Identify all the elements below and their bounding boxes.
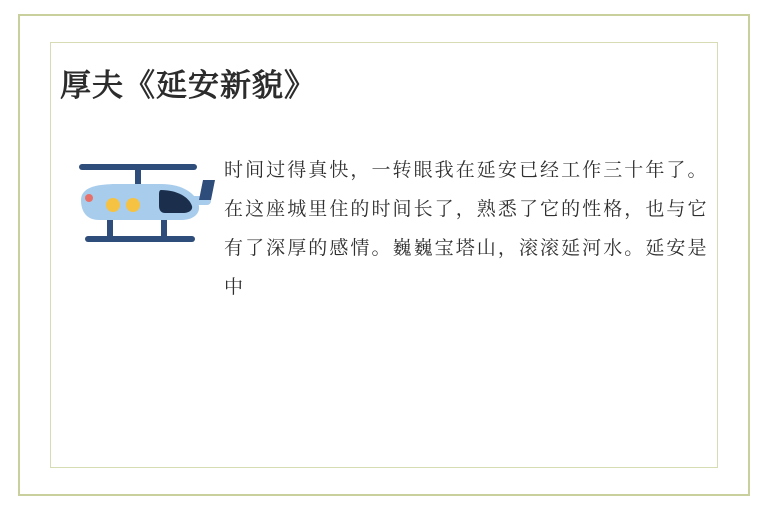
page-title: 厚夫《延安新貌》 <box>60 68 316 103</box>
article-text: 时间过得真快，一转眼我在延安已经工作三十年了。在这座城里住的时间长了，熟悉了它的性格，也与它有了深厚的感情。巍巍宝塔山，滚滚延河水。延安是中 <box>224 160 708 299</box>
article-row <box>56 152 712 308</box>
helicopter-icon <box>65 160 215 264</box>
helicopter-illustration <box>56 152 224 264</box>
document-content <box>56 52 712 458</box>
